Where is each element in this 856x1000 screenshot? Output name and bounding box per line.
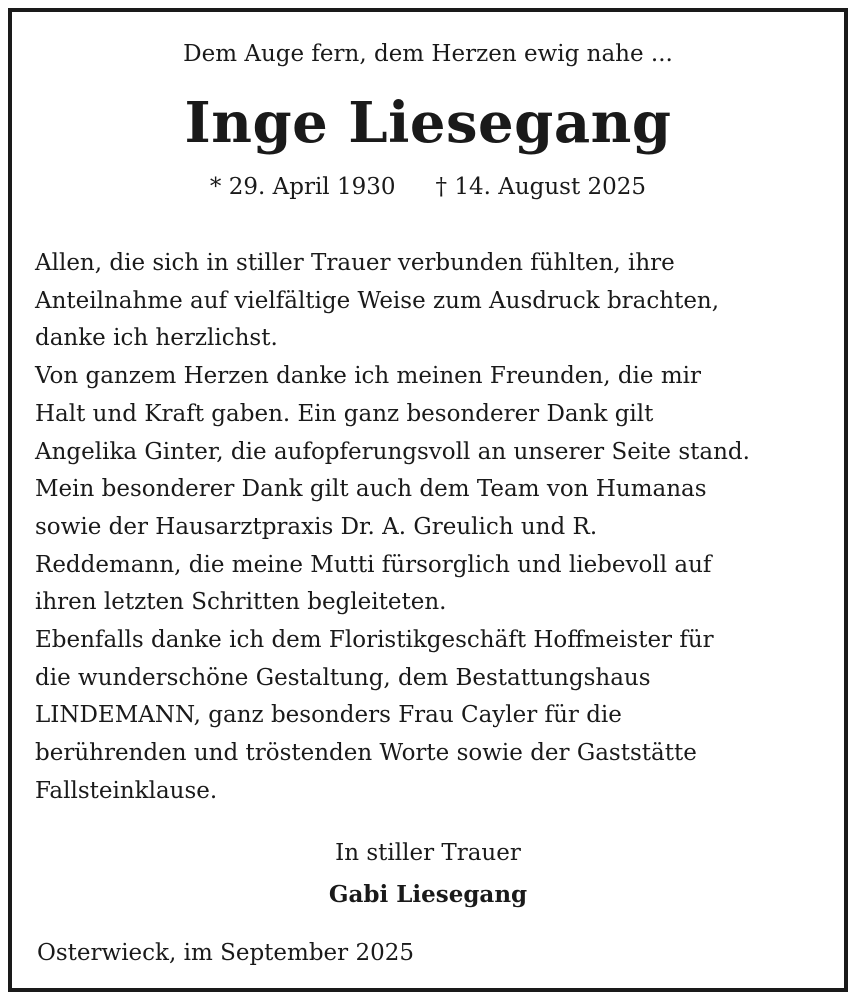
text-line: Angelika Ginter, die aufopferungsvoll an unserer Seite stand. (35, 438, 750, 465)
text-line: Ebenfalls danke ich dem Floristikgeschäft Hoffmeister für (35, 627, 714, 654)
signer-name: Gabi Liesegang (328, 881, 528, 908)
text-line: Mein besonderer Dank gilt auch dem Team von Humanas (35, 476, 707, 503)
text-line: ihren letzten Schritten begleiteten. (35, 589, 447, 616)
text-line: Anteilnahme auf vielfältige Weise zum Ausdruck brachten, (35, 287, 720, 314)
motto: Dem Auge fern, dem Herzen ewig nahe ... (183, 41, 673, 67)
place-date: Osterwieck, im September 2025 (37, 940, 415, 966)
text-line: Reddemann, die meine Mutti fürsorglich und liebevoll auf (35, 551, 712, 578)
text-line: danke ich herzlichst. (35, 325, 278, 352)
text-line: Halt und Kraft gaben. Ein ganz besonderer Dank gilt (35, 400, 654, 427)
life-dates (12, 172, 844, 202)
closing-phrase: In stiller Trauer (335, 840, 521, 866)
obituary-notice (8, 8, 848, 992)
deceased-name: Inge Liesegang (184, 90, 672, 156)
text-line: Von ganzem Herzen danke ich meinen Freunden, die mir (35, 363, 702, 390)
text-line: Fallsteinklause. (35, 777, 218, 804)
text-line: die wunderschöne Gestaltung, dem Bestattungshaus (35, 664, 651, 691)
text-line: Allen, die sich in stiller Trauer verbunden fühlten, ihre (35, 250, 675, 276)
text-line: berührenden und tröstenden Worte sowie der Gaststätte (35, 740, 697, 767)
birth-date: * 29. April 1930 (209, 174, 396, 200)
text-line: LINDEMANN, ganz besonders Frau Cayler für die (35, 702, 622, 729)
closing-block (12, 832, 844, 916)
text-line: sowie der Hausarztpraxis Dr. A. Greulich und R. (35, 513, 598, 540)
death-date: † 14. August 2025 (435, 174, 647, 200)
thanks-text (35, 245, 835, 811)
